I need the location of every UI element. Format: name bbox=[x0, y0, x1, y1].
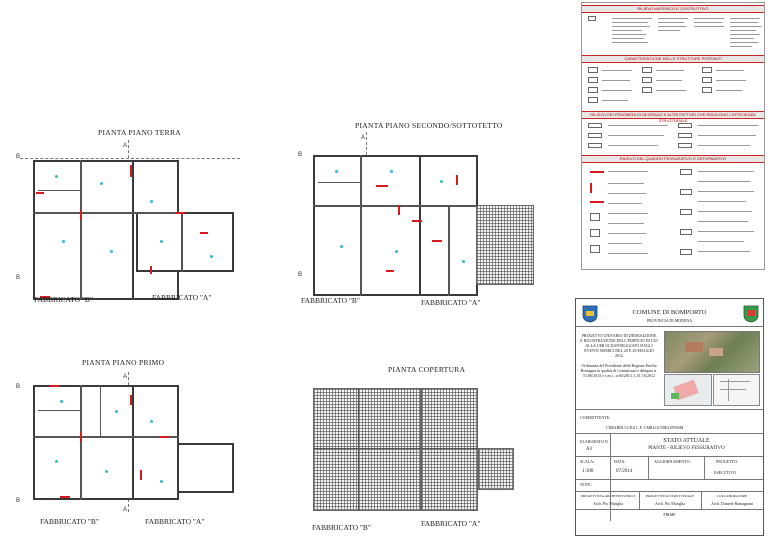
legend-crack-symbol bbox=[590, 201, 604, 203]
legend-text bbox=[698, 125, 758, 126]
survey-point bbox=[55, 460, 58, 463]
legend-text bbox=[730, 46, 752, 47]
legend-header-structures: CARATTERISTICHE DELLE STRUTTURE PORTANTI bbox=[582, 55, 764, 63]
survey-point bbox=[100, 182, 103, 185]
legend-swatch bbox=[678, 123, 692, 128]
divider bbox=[701, 491, 702, 509]
legend-text bbox=[608, 193, 646, 194]
legend-text bbox=[716, 70, 744, 71]
legend-text bbox=[612, 42, 648, 43]
survey-point bbox=[150, 420, 153, 423]
divider bbox=[576, 433, 763, 434]
building-a-first-core bbox=[132, 385, 179, 500]
survey-point bbox=[462, 260, 465, 263]
divider bbox=[576, 326, 763, 327]
legend-text bbox=[612, 38, 644, 39]
divider bbox=[576, 479, 763, 480]
municipality-name: COMUNE DI BOMPORTO bbox=[632, 309, 707, 316]
survey-point bbox=[105, 470, 108, 473]
divider bbox=[576, 409, 763, 410]
collaborator-name: Arch. Daniele Romagnani bbox=[711, 501, 753, 506]
wall bbox=[38, 410, 80, 411]
architect-label: PROGETTISTA ARCHITETTONICO bbox=[580, 494, 636, 498]
building-a-ground-annex bbox=[136, 212, 234, 272]
legend-crack-symbol bbox=[590, 171, 604, 173]
building-b-ground bbox=[33, 160, 134, 300]
roof-terrace-hatch bbox=[476, 205, 534, 285]
legend-text bbox=[730, 34, 760, 35]
legend-text bbox=[658, 30, 680, 31]
legend-swatch bbox=[588, 123, 602, 128]
legend-text bbox=[698, 231, 754, 232]
building-label-a: FABBRICATO "A" bbox=[152, 293, 212, 302]
crack-mark bbox=[398, 205, 400, 215]
survey-point bbox=[340, 245, 343, 248]
legend-text bbox=[656, 70, 684, 71]
committente-label: COMMITTENTE: bbox=[580, 415, 611, 420]
crack-mark bbox=[130, 395, 132, 405]
legend-swatch bbox=[588, 16, 596, 21]
crack-mark bbox=[140, 470, 142, 480]
legend-crack-symbol bbox=[590, 183, 592, 193]
crack-mark bbox=[376, 185, 388, 187]
divider bbox=[576, 509, 763, 510]
roof-b-hatch bbox=[313, 388, 421, 511]
update-label: AGGIORNAMENTO: bbox=[654, 459, 691, 464]
wall bbox=[80, 160, 82, 300]
title-block bbox=[575, 298, 764, 536]
crack-mark bbox=[432, 240, 442, 242]
survey-point bbox=[150, 200, 153, 203]
building-label-a: FABBRICATO "A" bbox=[421, 519, 481, 528]
province-name: PROVINCIA DI MODENA bbox=[646, 318, 693, 323]
collaborator-label: COLLABORATORE bbox=[716, 494, 748, 498]
legend-text bbox=[658, 26, 686, 27]
building-b-second bbox=[313, 155, 421, 296]
map-line bbox=[728, 379, 729, 401]
legend-text bbox=[698, 135, 756, 136]
drawing-subject: PIANTE - RILIEVO FESSURATIVO bbox=[648, 446, 725, 451]
survey-point bbox=[440, 180, 443, 183]
divider bbox=[576, 491, 763, 492]
survey-point bbox=[160, 480, 163, 483]
project-description: PROGETTO UNITARIO DI DEMOLIZIONE E RICOSTRUZIONE DELL'EDIFICIO DI CUI ALLA UMI 04 DANNEGGIATO DAGLI EVENTI SISMICI DEL 20 E 29 MAGGIO 2012 bbox=[580, 333, 658, 358]
section-marker-b-top: B bbox=[16, 154, 21, 160]
survey-point bbox=[115, 410, 118, 413]
section-marker-a-top: A bbox=[123, 374, 128, 380]
architect-name: Arch. Pio Mariglia bbox=[592, 501, 624, 506]
roof-ridge bbox=[313, 448, 478, 449]
survey-point bbox=[55, 175, 58, 178]
crack-mark bbox=[80, 210, 82, 220]
green-area bbox=[671, 393, 679, 399]
section-marker-b-top: B bbox=[16, 384, 21, 390]
divider bbox=[704, 456, 705, 479]
legend-swatch bbox=[680, 169, 692, 175]
legend-text bbox=[656, 90, 686, 91]
legend-text bbox=[612, 18, 652, 19]
crack-mark bbox=[80, 432, 82, 442]
building-label-b: FABBRICATO "B" bbox=[301, 296, 360, 305]
drawing-number: A3 bbox=[586, 447, 593, 452]
section-marker-b-bottom: B bbox=[16, 498, 21, 504]
divider bbox=[648, 456, 649, 479]
legend-text bbox=[602, 70, 632, 71]
building-label-a: FABBRICATO "A" bbox=[421, 298, 481, 307]
signatures-label: FIRME bbox=[663, 512, 676, 517]
legend-swatch bbox=[590, 245, 600, 253]
legend-text bbox=[698, 241, 744, 242]
committente-name: CIMARDI LUIGI C.F. CMRLGU58E23F930M bbox=[606, 425, 684, 430]
legend-header-degradation: RILIEVO DEI FENOMENI DI DEGRADO E ALTRI FATTORI CHE RIDUCONO L'EFFICIENZA STRUTTURALE bbox=[582, 111, 764, 119]
legend-text bbox=[608, 145, 658, 146]
legend-swatch bbox=[642, 87, 652, 93]
building-a-first-terrace bbox=[177, 443, 234, 493]
legend-text bbox=[698, 211, 752, 212]
crack-mark bbox=[130, 165, 132, 177]
aerial-photo bbox=[664, 331, 760, 373]
legend-text bbox=[612, 30, 642, 31]
wall bbox=[360, 155, 362, 296]
legend-text bbox=[602, 80, 630, 81]
location-map bbox=[664, 374, 712, 406]
wall bbox=[100, 385, 101, 436]
legend-swatch bbox=[702, 87, 712, 93]
wall bbox=[448, 205, 450, 296]
crack-mark bbox=[50, 385, 60, 387]
legend-text bbox=[608, 183, 644, 184]
divider bbox=[639, 491, 640, 509]
legend-swatch bbox=[590, 213, 600, 221]
legend-text bbox=[608, 171, 648, 172]
crack-mark bbox=[386, 270, 394, 272]
wall bbox=[80, 385, 82, 500]
plan-title-roof: PIANTA COPERTURA bbox=[388, 365, 466, 374]
section-marker-b-bottom: B bbox=[16, 275, 21, 281]
legend-text bbox=[694, 26, 724, 27]
legend-swatch bbox=[588, 67, 598, 73]
legend-swatch bbox=[702, 77, 712, 83]
legend-text bbox=[698, 221, 748, 222]
legend-text bbox=[730, 26, 762, 27]
legend-swatch bbox=[680, 189, 692, 195]
ordinance-text: Ordinanza del Presidente della Regione Emilia Romagna in qualità di Commissario delegato n. 51,86/2013 e s.m.i., n.60/2013, L.R. 16/2012 bbox=[580, 363, 658, 378]
crack-mark bbox=[175, 212, 185, 214]
legend-text bbox=[608, 243, 642, 244]
building-label-b: FABBRICATO "B" bbox=[40, 517, 99, 526]
section-marker-b-bottom: B bbox=[298, 272, 303, 278]
legend-text bbox=[730, 22, 758, 23]
legend-text bbox=[656, 80, 682, 81]
legend-swatch bbox=[678, 133, 692, 138]
legend-swatch bbox=[642, 77, 652, 83]
legend-swatch bbox=[680, 229, 692, 235]
section-marker-b-top: B bbox=[298, 152, 303, 158]
legend-swatch bbox=[590, 229, 600, 237]
wall bbox=[33, 436, 179, 438]
crack-mark bbox=[412, 220, 422, 222]
drawing-number-label: ELABORATO N. bbox=[580, 439, 609, 444]
section-marker-a-top: A bbox=[361, 135, 366, 141]
map-line bbox=[720, 389, 746, 390]
roof-ridge bbox=[358, 388, 359, 511]
legend-text bbox=[716, 90, 742, 91]
survey-point bbox=[390, 170, 393, 173]
legend-text bbox=[698, 251, 750, 252]
survey-point bbox=[60, 400, 63, 403]
legend-panel bbox=[581, 2, 765, 270]
legend-text bbox=[698, 191, 754, 192]
phase-value: ESECUTIVO bbox=[714, 470, 737, 475]
scale-label: SCALA: bbox=[580, 459, 595, 464]
structural-name: Arch. Pio Mariglia bbox=[654, 501, 686, 506]
legend-swatch bbox=[678, 143, 692, 148]
plan-title-first: PIANTA PIANO PRIMO bbox=[82, 358, 165, 367]
legend-text bbox=[608, 253, 648, 254]
legend-text bbox=[730, 38, 754, 39]
cadastral-map bbox=[713, 374, 760, 406]
date-label: DATA: bbox=[614, 459, 626, 464]
legend-swatch bbox=[680, 209, 692, 215]
building-b-first bbox=[33, 385, 134, 500]
legend-text bbox=[608, 125, 668, 126]
legend-text bbox=[608, 135, 664, 136]
legend-text bbox=[658, 18, 688, 19]
crack-mark bbox=[150, 266, 152, 274]
roof-annex-hatch bbox=[478, 448, 514, 490]
section-line-b bbox=[20, 158, 240, 159]
legend-swatch bbox=[642, 67, 652, 73]
wall bbox=[181, 212, 183, 272]
legend-swatch bbox=[588, 77, 598, 83]
crack-mark bbox=[456, 175, 458, 185]
plan-title-ground: PIANTA PIANO TERRA bbox=[98, 128, 181, 137]
legend-text bbox=[612, 22, 648, 23]
legend-text bbox=[730, 18, 760, 19]
legend-text bbox=[694, 18, 724, 19]
legend-text bbox=[608, 203, 642, 204]
building-label-b: FABBRICATO "B" bbox=[312, 523, 371, 532]
legend-swatch bbox=[588, 143, 602, 148]
legend-text bbox=[658, 22, 684, 23]
legend-text bbox=[698, 201, 746, 202]
legend-text bbox=[730, 30, 756, 31]
legend-text bbox=[608, 213, 648, 214]
crack-mark bbox=[200, 232, 208, 234]
structural-label: PROGETTISTA STRUTTURALE bbox=[645, 494, 695, 498]
survey-point bbox=[160, 240, 163, 243]
legend-swatch bbox=[680, 249, 692, 255]
section-marker-a-bottom: A bbox=[123, 507, 128, 513]
legend-text bbox=[698, 181, 750, 182]
legend-text bbox=[608, 233, 646, 234]
legend-text bbox=[612, 26, 650, 27]
legend-text bbox=[698, 145, 750, 146]
legend-text bbox=[612, 34, 646, 35]
legend-text bbox=[602, 90, 632, 91]
wall bbox=[313, 205, 478, 207]
date-value: 07/2014 bbox=[616, 469, 633, 474]
legend-text bbox=[602, 100, 628, 101]
survey-point bbox=[210, 255, 213, 258]
building-label-a: FABBRICATO "A" bbox=[145, 517, 205, 526]
survey-point bbox=[110, 250, 113, 253]
wall bbox=[33, 212, 179, 214]
phase-label: PROGETTO: bbox=[716, 459, 738, 464]
crack-mark bbox=[36, 192, 44, 194]
building-footprint bbox=[685, 342, 703, 352]
legend-swatch bbox=[588, 87, 598, 93]
crack-mark bbox=[60, 496, 70, 498]
legend-text bbox=[608, 223, 644, 224]
legend-text bbox=[694, 22, 722, 23]
wall bbox=[38, 190, 80, 191]
map-line bbox=[720, 381, 750, 382]
building-footprint bbox=[709, 348, 723, 356]
drawing-state: STATO ATTUALE bbox=[663, 438, 710, 444]
crack-mark bbox=[160, 436, 170, 438]
legend-text bbox=[730, 42, 758, 43]
legend-header-cracks: RILIEVO DEL QUADRO FESSURATIVO E DEFORMATIVO bbox=[582, 155, 764, 163]
legend-text bbox=[698, 171, 754, 172]
wall bbox=[318, 182, 360, 183]
scale-value: 1:100 bbox=[582, 469, 594, 474]
roof-a-hatch bbox=[421, 388, 478, 511]
plan-title-second: PIANTA PIANO SECONDO/SOTTOTETTO bbox=[355, 121, 503, 130]
legend-swatch bbox=[588, 97, 598, 103]
legend-swatch bbox=[588, 133, 602, 138]
building-label-b: FABBRICATO "B" bbox=[34, 295, 93, 304]
notes-label: NOTE: bbox=[580, 482, 592, 487]
legend-swatch bbox=[702, 67, 712, 73]
section-marker-a-top: A bbox=[123, 143, 128, 149]
survey-point bbox=[335, 170, 338, 173]
legend-header-materials: RILIEVO MATERICO E COSTRUTTIVO bbox=[582, 5, 764, 13]
survey-point bbox=[62, 240, 65, 243]
survey-point bbox=[395, 250, 398, 253]
legend-text bbox=[716, 80, 746, 81]
divider bbox=[576, 456, 763, 457]
